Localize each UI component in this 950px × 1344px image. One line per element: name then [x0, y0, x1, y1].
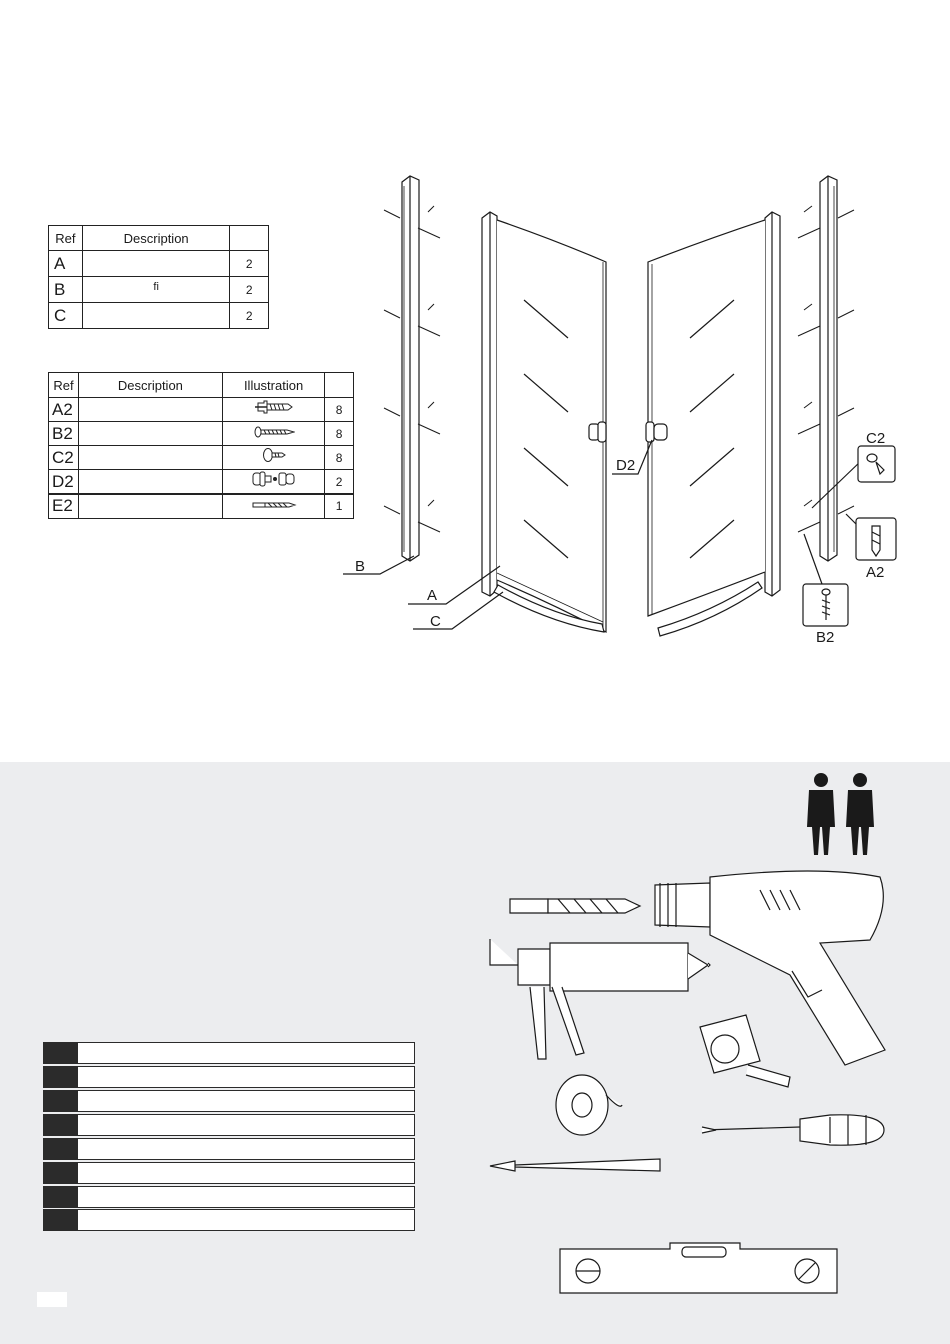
person-icon: [807, 773, 835, 855]
person-icon: [846, 773, 874, 855]
tools-illustration: [470, 765, 940, 1305]
right-wall-profile: [820, 176, 837, 561]
drill-bit-icon: [510, 899, 640, 913]
header-description: Description: [82, 226, 230, 251]
list-number-cell: [43, 1090, 77, 1112]
list-line: [77, 1090, 415, 1112]
list-number-cell: [43, 1138, 77, 1160]
list-item: [43, 1114, 415, 1136]
callout-b2-leader: [804, 534, 822, 584]
list-line: [77, 1186, 415, 1208]
list-number-cell: [43, 1042, 77, 1064]
qty-cell: 1: [325, 494, 354, 518]
ref-cell: B: [49, 277, 83, 303]
a2-detail-box: [856, 518, 896, 560]
ref-cell: C2: [49, 446, 79, 470]
spirit-level-icon: [560, 1243, 837, 1293]
ref-cell: E2: [49, 494, 79, 518]
list-line: [77, 1162, 415, 1184]
ref-cell: C: [49, 303, 83, 329]
c2-detail-box: [858, 446, 895, 482]
tape-measure-icon: [700, 1015, 790, 1087]
ptfe-tape-icon: [556, 1075, 622, 1135]
callout-b2: B2: [816, 629, 835, 646]
ref-cell: A2: [49, 398, 79, 422]
list-number-cell: [43, 1114, 77, 1136]
ref-cell: B2: [49, 422, 79, 446]
list-item: [43, 1090, 415, 1112]
callout-c2: C2: [866, 430, 886, 447]
list-number-cell: [43, 1066, 77, 1088]
callout-a2: A2: [866, 564, 885, 581]
description-cell: fi: [82, 277, 230, 303]
two-person-icon: [807, 773, 874, 855]
header-ref: Ref: [49, 373, 79, 398]
page-number-box: [37, 1292, 67, 1307]
caulking-gun-icon: [490, 939, 710, 1059]
list-item: [43, 1209, 415, 1231]
qty-cell: 8: [325, 398, 354, 422]
qty-cell: 2: [230, 251, 269, 277]
left-handle: [589, 422, 606, 442]
callout-b: B: [355, 558, 366, 575]
list-line: [77, 1114, 415, 1136]
list-item: [43, 1186, 415, 1208]
list-line: [77, 1042, 415, 1064]
callout-a2-leader: [846, 514, 856, 524]
right-handle: [646, 422, 667, 442]
qty-cell: 8: [325, 422, 354, 446]
list-line: [77, 1066, 415, 1088]
header-illustration: Illustration: [222, 373, 324, 398]
pencil-icon: [490, 1159, 660, 1171]
callout-c: C: [430, 613, 441, 630]
ref-cell: D2: [49, 470, 79, 495]
qty-cell: 2: [325, 470, 354, 495]
list-number-cell: [43, 1162, 77, 1184]
right-door-panel: [648, 212, 780, 616]
list-line: [77, 1138, 415, 1160]
left-wall-profile: [402, 176, 419, 561]
qty-cell: 2: [230, 303, 269, 329]
qty-cell: 2: [230, 277, 269, 303]
screwdriver-icon: [702, 1115, 884, 1145]
list-line: [77, 1209, 415, 1231]
callout-a: A: [427, 587, 438, 604]
list-item: [43, 1162, 415, 1184]
list-number-cell: [43, 1209, 77, 1231]
header-description: Description: [78, 373, 222, 398]
ref-cell: A: [49, 251, 83, 277]
qty-cell: 8: [325, 446, 354, 470]
list-item: [43, 1066, 415, 1088]
left-door-panel: [482, 212, 606, 632]
header-ref: Ref: [49, 226, 83, 251]
b2-detail-box: [803, 584, 848, 626]
callout-d2: D2: [616, 457, 636, 474]
list-item: [43, 1042, 415, 1064]
list-number-cell: [43, 1186, 77, 1208]
callout-b-leader: [343, 556, 414, 574]
list-item: [43, 1138, 415, 1160]
